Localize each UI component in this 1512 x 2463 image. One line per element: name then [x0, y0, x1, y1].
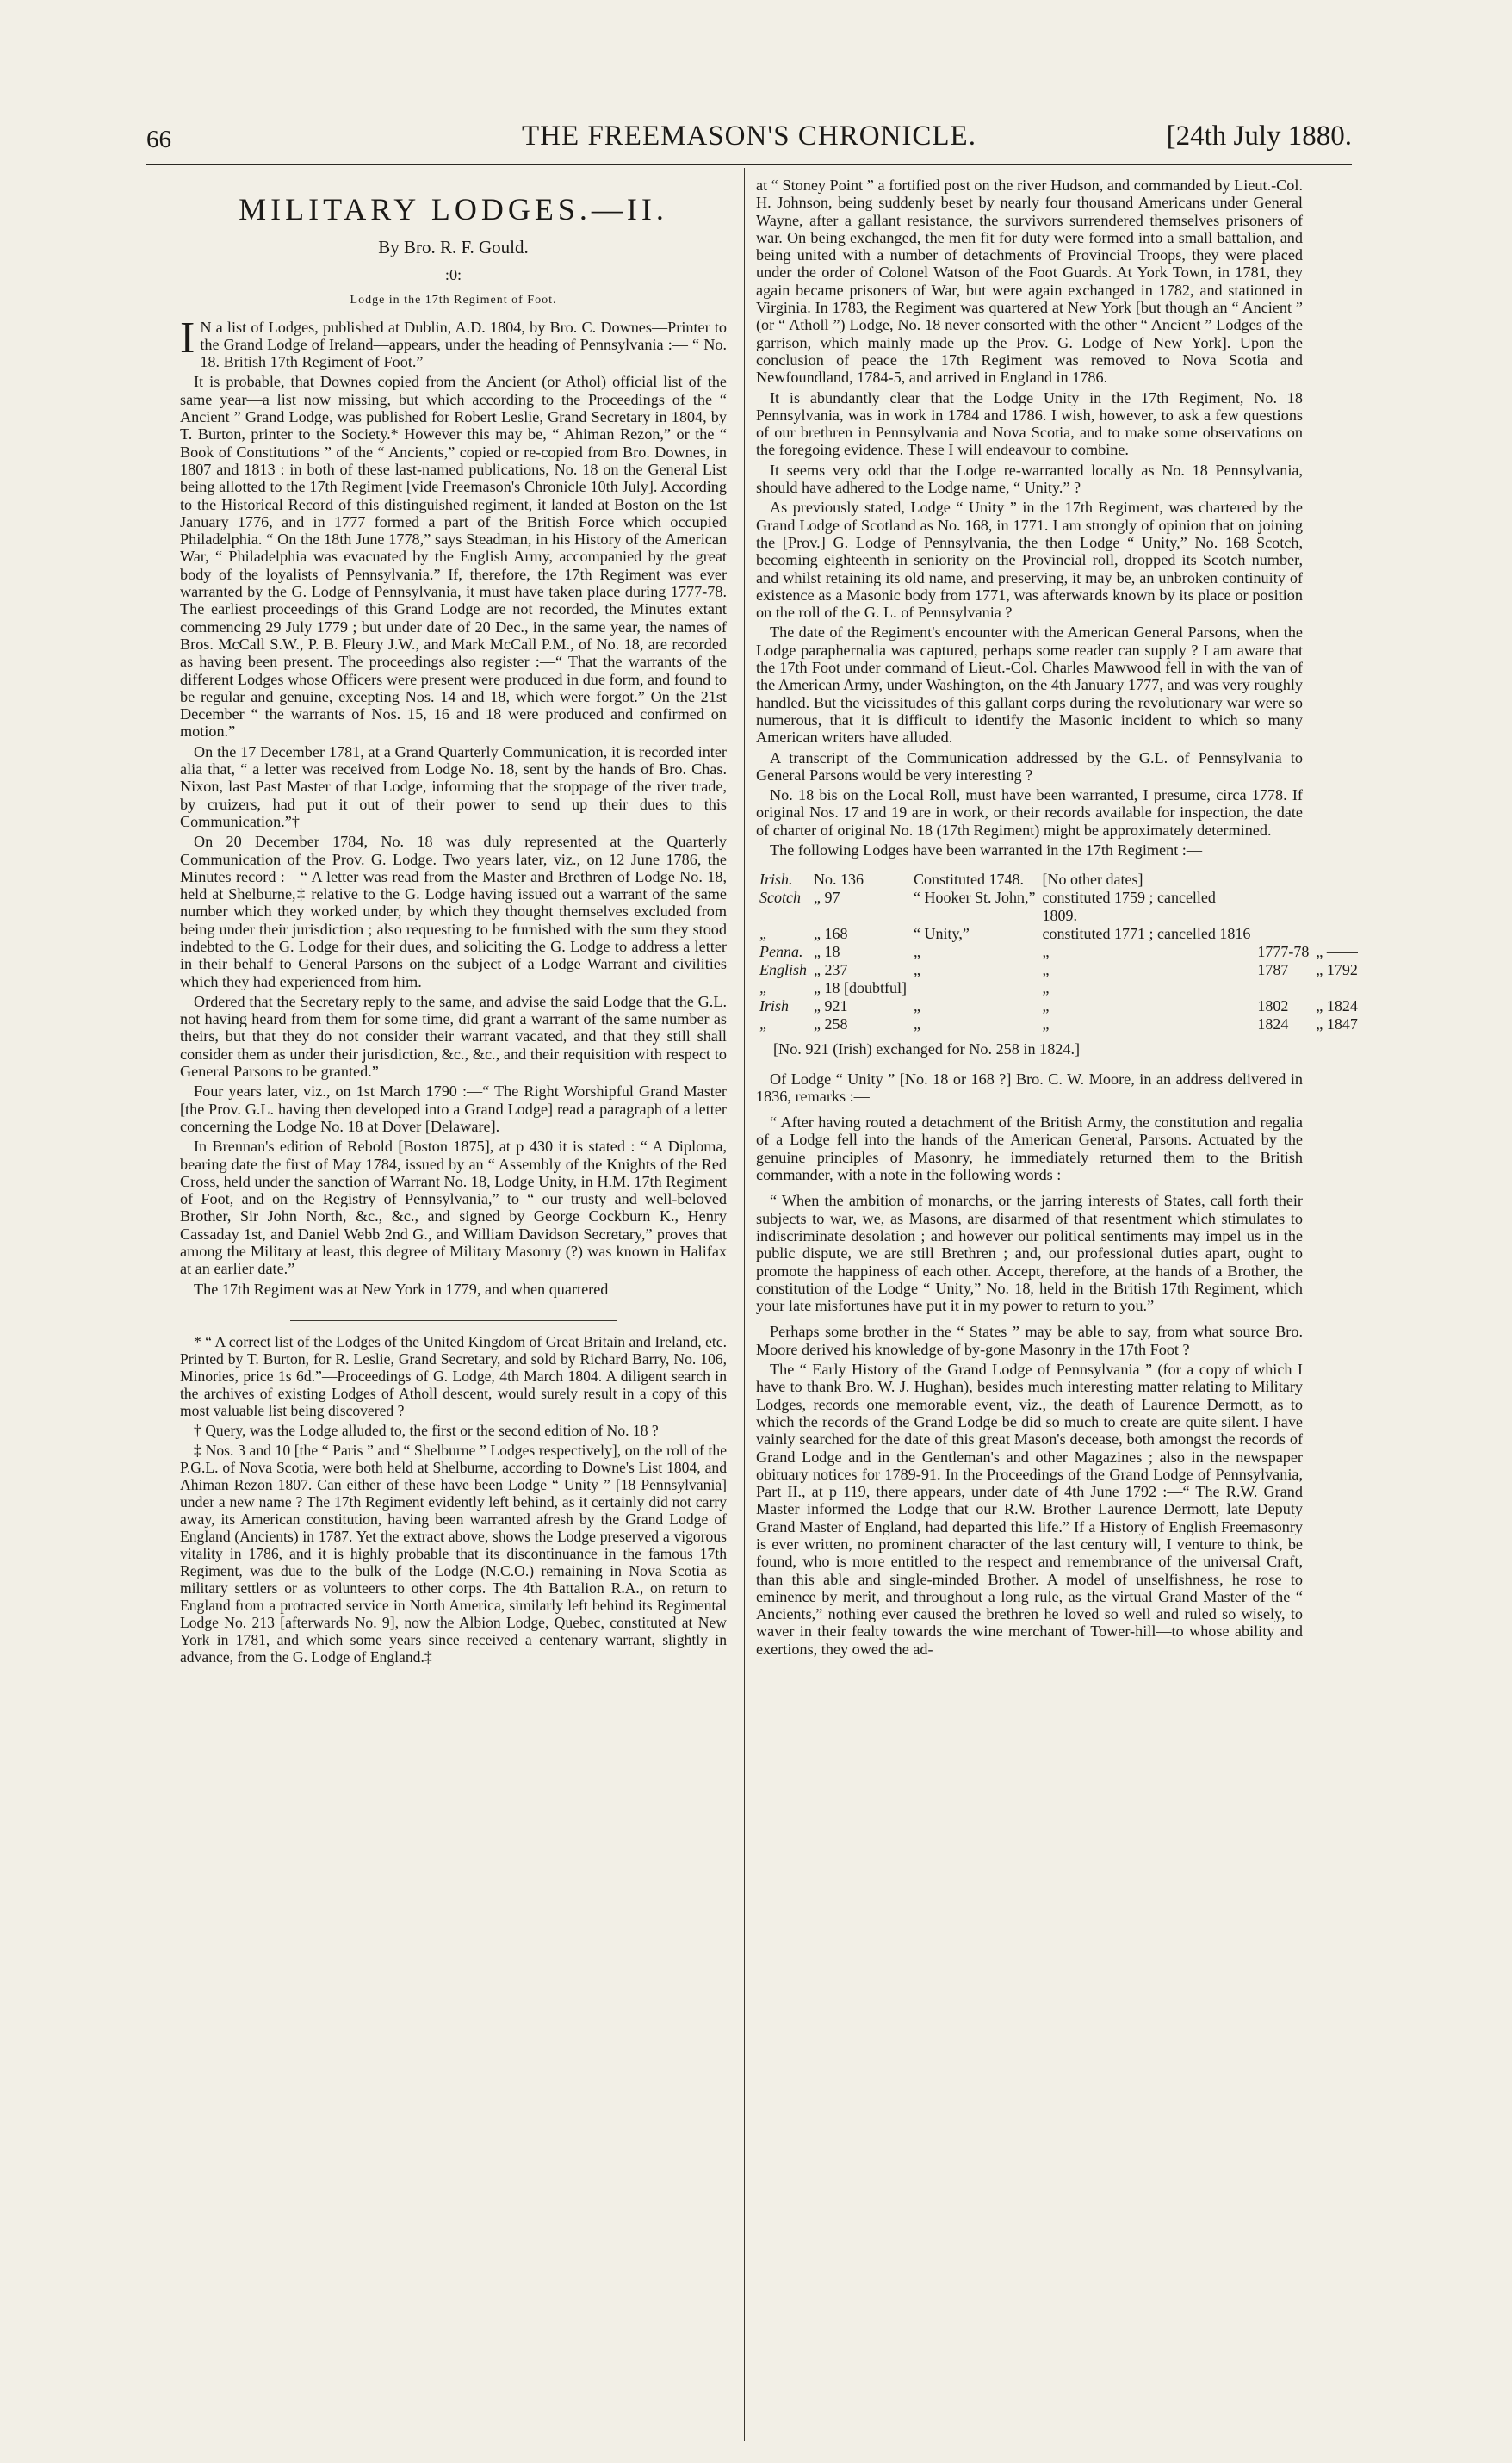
- table-cell: “ Unity,”: [914, 925, 970, 943]
- paragraph: The 17th Regiment was at New York in 1779, and when quartered: [194, 1280, 609, 1298]
- table-cell: Irish.: [759, 871, 793, 889]
- table-row: [756, 961, 1361, 979]
- table-cell: „ 1792: [1316, 961, 1358, 979]
- table-cell: English: [759, 961, 808, 979]
- column-rule: [744, 168, 745, 2441]
- table-cell: „: [1042, 1015, 1050, 1033]
- table-cell: „: [1042, 979, 1050, 997]
- table-cell: „ 258: [814, 1015, 848, 1033]
- table-cell: „ 1824: [1316, 997, 1358, 1015]
- paragraph: The date of the Regiment's encounter with the American General Parsons, when the Lodge paraphernalia was captured, perhaps some reader can supply ? I am aware that the 17th Foot under command of Lieut.-Col. Charles Mawwood fell in with the van of the American Army, under Washington, on the 4th January 1777, and was very roughly handled. But the vicissitudes of this gallant corps during the revolutionary war were so numerous, that it is difficult to identify the Masonic incident to which so many American writers have alluded.: [756, 624, 1303, 747]
- table-cell: „: [759, 979, 769, 997]
- table-cell: [1254, 925, 1312, 943]
- table-cell: „: [914, 943, 920, 961]
- paragraph: It is probable, that Downes copied from the Ancient (or Athol) official list of the same year—a list now missing, but which according to the Proceedings of the “ Ancient ” Grand Lodge, was published for Robert Leslie, Grand Secretary in 1804, by T. Burton, printer to the Society.* However this may be, “ Ahiman Rezon,” or the “ Book of Constitutions ” of the “ Ancients,” copied or re-copied from Bro. Downes, in 1807 and 1813 : in both of these last-named publications, No. 18 on the General List being allotted to the 17th Regiment [vide Freemason's Chronicle 10th July]. According to the Historical Record of this distinguished regiment, it landed at Boston on the 1st January 1776, and in 1777 formed a part of the British Force which occupied Philadelphia. “ On the 18th June 1778,” says Steadman, in his History of the American War, “ Philadelphia was evacuated by the English Army, accompanied by the great body of the loyalists of Pennsylvania.” If, therefore, the 17th Regiment was ever warranted by the G. Lodge of Pennsylvania, it must have taken place during 1777-78. The earliest proceedings of this Grand Lodge are not recorded, the Minutes extant commencing 29 July 1779 ; but under date of 20 Dec., in the same year, the names of Bros. McCall S.W., P. B. Fleury J.W., and Mark McCall P.M., of No. 18, are recorded as having been present. The proceedings also register :—“ That the warrants of the different Lodges whose Officers were present were produced in due form, and found to be regular and genuine, excepting Nos. 14 and 18, which were forgot.” On the 21st December “ the warrants of Nos. 15, 16 and 18 were produced and confirmed on motion.”: [180, 373, 727, 741]
- table-cell: Irish: [759, 997, 790, 1015]
- table-cell: „: [914, 1015, 920, 1033]
- table-cell: [1312, 871, 1361, 889]
- table-cell: „ 237: [814, 961, 848, 979]
- table-cell: „ 168: [814, 925, 848, 943]
- paragraph: at “ Stoney Point ” a fortified post on the river Hudson, and commanded by Lieut.-Col. H. Johnson, being suddenly beset by nearly four thousand Americans under General Wayne, after a gallant resistance, the survivors surrendered themselves prisoners of war. On being exchanged, the men fit for duty were formed into a small battalion, and being united with a number of detachments of Provincial Troops, they were placed under the order of Colonel Watson of the Foot Guards. At York Town, in 1781, they again became prisoners of War, but were again exchanged in 1782, and stationed in Virginia. In 1783, the Regiment was quartered at New York [but though an “ Ancient ” (or “ Atholl ”) Lodge, No. 18 never consorted with the other “ Ancient ” Lodges of the garrison, which mainly made up the Prov. G. Lodge of New York]. Upon the conclusion of peace the 17th Regiment was removed to Nova Scotia and Newfoundland, 1784-5, and arrived in England in 1786.: [756, 177, 1303, 387]
- paragraph: In Brennan's edition of Rebold [Boston 1875], at p 430 it is stated : “ A Diploma, bearing date the first of May 1784, issued by an “ Assembly of the Knights of the Red Cross, held under the sanction of Warrant No. 18, Lodge Unity, in H.M. 17th Regiment of Foot, and on the Registry of Pennsylvania,” to “ our trusty and well-beloved Brother, Sir John North, &c., &c., and signed by George Cockburn K., Henry Cassaday 1st, and Daniel Webb 2nd G., and William Davidson Secretary,” proves that among the Military at least, this degree of Military Masonry (?) was known in Halifax at an earlier date.”: [180, 1138, 727, 1278]
- table-cell: 1802: [1257, 997, 1289, 1015]
- paragraph: Of Lodge “ Unity ” [No. 18 or 168 ?] Bro. C. W. Moore, in an address delivered in 1836, remarks :—: [756, 1070, 1303, 1105]
- paragraph: On the 17 December 1781, at a Grand Quarterly Communication, it is recorded inter alia that, “ a letter was received from Lodge No. 18, sent by the hands of Bro. Chas. Nixon, last Past Master of that Lodge, informing that the stoppage of the river trade, by cruizers, had put it out of their power to send up their dues to this Communication.”†: [180, 742, 727, 830]
- table-cell: No. 136: [814, 871, 864, 889]
- paragraph: It seems very odd that the Lodge re-warranted locally as No. 18 Pennsylvania, should have adhered to the Lodge name, “ Unity.” ?: [756, 461, 1303, 497]
- table-cell: constituted 1771 ; cancelled 1816: [1042, 925, 1251, 943]
- table-cell: [756, 907, 810, 925]
- footnote: ‡ Nos. 3 and 10 [the “ Paris ” and “ Shelburne ” Lodges respectively], on the roll of the P.G.L. of Nova Scotia, were both held at Shelburne, according to Downe's List 1804, and Ahiman Rezon 1807. Can either of these have been Lodge “ Unity ” [18 Pennsylvania] under a new name ? The 17th Regiment evidently left behind, as it certainly did not carry away, its American constitution, having been warranted afresh by the Grand Lodge of England (Ancients) in 1787. Yet the extract above, shows the Lodge preserved a vigorous vitality in 1786, and it is highly probable that its discontinuance in the famous 17th Regiment, was due to the bulk of the Lodge (N.C.O.) remaining in Nova Scotia as military settlers or as volunteers to other corps. The 4th Battalion R.A., on return to England from a protracted service in North America, similarly left behind its Regimental Lodge No. 213 [afterwards No. 9], now the Albion Lodge, Quebec, constituted at New York in 1781, and which some years since received a centenary warrant, slightly in advance, from the G. Lodge of England.‡: [180, 1441, 727, 1666]
- table-cell: 1809.: [1042, 907, 1077, 925]
- table-cell: „ ——: [1316, 943, 1358, 961]
- masthead-title: THE FREEMASON'S CHRONICLE.: [522, 121, 976, 152]
- table-cell: „ 921: [814, 997, 848, 1015]
- paragraph: As previously stated, Lodge “ Unity ” in the 17th Regiment, was chartered by the Grand Lodge of Scotland as No. 168, in 1771. I am strongly of opinion that on joining the [Prov.] G. Lodge of Pennsylvania, the then Lodge “ Unity,” No. 168 Scotch, becoming eighteenth in seniority on the Provincial roll, dropped its Scotch number, and whilst retaining its old name, and preserving, it may be, an unbroken continuity of existence as a Masonic body from 1771, was afterwards known by its place or position on the roll of the G. L. of Pennsylvania ?: [756, 499, 1303, 622]
- table-cell: „ 1847: [1316, 1015, 1358, 1033]
- page-number: 66: [146, 126, 171, 153]
- table-cell: „: [1042, 997, 1050, 1015]
- drop-cap: I: [180, 313, 195, 363]
- page-header: [146, 102, 1352, 165]
- table-cell: Constituted 1748.: [914, 871, 1025, 889]
- issue-date: [24th July 1880.: [1166, 121, 1352, 152]
- right-column: [756, 177, 1358, 1660]
- paragraph: The following Lodges have been warranted in the 17th Regiment :—: [770, 841, 1203, 859]
- left-column: [180, 177, 727, 1668]
- footnote: * “ A correct list of the Lodges of the United Kingdom of Great Britain and Ireland, etc. Printed by T. Burton, for R. Leslie, Grand Secretary, and sold by Richard Barry, No. 106, Minories, price 1s 6d.”—Proceedings of G. Lodge, 4th March 1804. A diligent search in the archives of existing Lodges of Atholl descent, would surely result in a copy of this most valuable list being discovered ?: [180, 1332, 727, 1419]
- table-cell: „: [759, 925, 769, 943]
- table-cell: [910, 979, 1038, 997]
- lodge-warrant-table: [756, 871, 1361, 1033]
- table-row: [756, 1015, 1361, 1033]
- table-cell: [1254, 907, 1312, 925]
- table-cell: [No other dates]: [1042, 871, 1143, 889]
- table-cell: 1787: [1257, 961, 1289, 979]
- table-row: [756, 979, 1361, 997]
- table-cell: „: [1042, 943, 1050, 961]
- table-cell: „ 97: [814, 889, 840, 907]
- table-cell: “ Hooker St. John,”: [914, 889, 1036, 907]
- table-row: [756, 871, 1361, 889]
- table-note: [No. 921 (Irish) exchanged for No. 258 in 1824.]: [773, 1040, 1081, 1058]
- table-cell: „: [914, 961, 920, 979]
- table-cell: „: [1042, 961, 1050, 979]
- paragraph: Perhaps some brother in the “ States ” may be able to say, from what source Bro. Moore derived his knowledge of by-gone Masonry in the 17th Foot ?: [756, 1323, 1303, 1358]
- table-cell: 1824: [1257, 1015, 1289, 1033]
- table-cell: „ 18: [814, 943, 840, 961]
- table-cell: [1254, 979, 1312, 997]
- table-cell: „: [759, 1015, 769, 1033]
- table-row: [756, 925, 1361, 943]
- table-cell: [1312, 907, 1361, 925]
- table-cell: Penna.: [759, 943, 803, 961]
- table-cell: „ 18 [doubtful]: [814, 979, 907, 997]
- table-row: [756, 907, 1361, 925]
- paragraph: Four years later, viz., on 1st March 1790 :—“ The Right Worshipful Grand Master [the Prov. G.L. having then developed into a Grand Lodge] read a paragraph of a letter concerning the Lodge No. 18 at Dover [Delaware].: [180, 1083, 727, 1135]
- table-cell: [1254, 871, 1312, 889]
- table-cell: [1312, 979, 1361, 997]
- paragraph: Ordered that the Secretary reply to the same, and advise the said Lodge that the G.L. not having heard from them for some time, did grant a warrant of the same number as theirs, but that they do not consider their warrant vacated, and that they still shall consider them as under their jurisdiction, &c., &c., and their requisition with respect to General Parsons to be granted.”: [180, 992, 727, 1081]
- table-cell: constituted 1759 ; cancelled: [1042, 889, 1216, 907]
- table-cell: [1254, 889, 1312, 907]
- quotation: “ After having routed a detachment of the British Army, the constitution and regalia of a Lodge fell into the hands of the American General, Parsons. Actuated by the genuine principles of Masonry, he immediately returned them to the British commander, with a note in the following words :—: [756, 1114, 1303, 1184]
- paragraph: A transcript of the Communication addressed by the G.L. of Pennsylvania to General Parsons would be very interesting ?: [756, 748, 1303, 784]
- table-cell: 1777-78: [1257, 943, 1310, 961]
- article-subhead: Lodge in the 17th Regiment of Foot.: [350, 294, 557, 307]
- paragraph: No. 18 bis on the Local Roll, must have been warranted, I presume, circa 1778. If original Nos. 17 and 19 are in work, or their records available for inspection, the date of charter of original No. 18 (17th Regiment) might be approximately determined.: [756, 786, 1303, 839]
- table-cell: [1312, 889, 1361, 907]
- paragraph: It is abundantly clear that the Lodge Unity in the 17th Regiment, No. 18 Pennsylvania, was in work in 1784 and 1786. I wish, however, to ask a few questions of our brethren in Pennsylvania and Nova Scotia, and to make some observations on the foregoing evidence. These I will endeavour to combine.: [756, 388, 1303, 459]
- article-title: MILITARY LODGES.—II.: [239, 192, 668, 226]
- table-cell: „: [914, 997, 920, 1015]
- table-row: [756, 889, 1361, 907]
- article-byline: By Bro. R. F. Gould.: [378, 237, 529, 257]
- table-row: [756, 997, 1361, 1015]
- footnote-divider: [290, 1320, 617, 1321]
- table-cell: Scotch: [759, 889, 801, 907]
- table-row: [756, 943, 1361, 961]
- paragraph: I N a list of Lodges, published at Dublin, A.D. 1804, by Bro. C. Downes—Printer to the Grand Lodge of Ireland—appears, under the heading of Pennsylvania :— “ No. 18. British 17th Regiment of Foot.”: [180, 313, 727, 371]
- paragraph: On 20 December 1784, No. 18 was duly represented at the Quarterly Communication of the Prov. G. Lodge. Two years later, viz., on 12 June 1786, the Minutes record :—“ A letter was read from the Master and Brethren of Lodge No. 18, held at Shelburne,‡ relative to the G. Lodge having issued out a warrant of the same number which they worked under, by which they thought themselves excluded from being under their jurisdiction ; also requesting to be furnished with the sum they stood indebted to the G. Lodge for their dues, and soliciting the G. Lodge to address a letter in their behalf to General Parsons on the subject of a Lodge Warrant and civilities which they had experienced from him.: [180, 833, 727, 990]
- table-cell: [910, 907, 1038, 925]
- quotation: “ When the ambition of monarchs, or the jarring interests of States, call forth their subjects to war, we, as Masons, are disarmed of that resentment which stimulates to indiscriminate desolation ; and however our political sentiments may impel us in the public dispute, we are still Brethren ; and, our professional duties apart, ought to promote the happiness of each other. Accept, therefore, at the hands of a Brother, the constitution of the Lodge “ Unity,” No. 18, held in the British 17th Regiment, which your late misfortunes have put it in my power to return to you.”: [756, 1192, 1303, 1315]
- paragraph: The “ Early History of the Grand Lodge of Pennsylvania ” (for a copy of which I have to thank Bro. W. J. Hughan), besides much interesting matter relating to Military Lodges, records one memorable event, viz., the death of Laurence Dermott, as to which the records of the Grand Lodge be did so much to create are quite silent. I have vainly searched for the date of this great Mason's decease, both amongst the records of Grand Lodge and in the Gentleman's and other Magazines ; also in the newspaper obituary notices for 1789-91. In the Proceedings of the Grand Lodge of Pennsylvania, Part II., at p 119, there appears, under date of 4th June 1792 :—“ The R.W. Grand Master informed the Lodge that our R.W. Brother Laurence Dermott, late Deputy Grand Master of England, had departed this life.” If a History of English Freemasonry is ever written, no prominent character of the last century will, I venture to think, be found, who is more entitled to the respect and remembrance of the universal Craft, than this able and single-minded Brother. A model of unselfishness, he rose to eminence by merit, and throughout a long rule, as the virtual Grand Master of the “ Ancients,” nothing ever caused the brethren he loved so well and ruled so wisely, to waver in their fealty towards the wine merchant of Tower-hill—to whose ability and exertions, they owed the ad-: [756, 1361, 1303, 1658]
- table-cell: [1312, 925, 1361, 943]
- section-separator: —:0:—: [429, 266, 478, 283]
- table-cell: [810, 907, 910, 925]
- footnote: † Query, was the Lodge alluded to, the first or the second edition of No. 18 ?: [194, 1421, 659, 1439]
